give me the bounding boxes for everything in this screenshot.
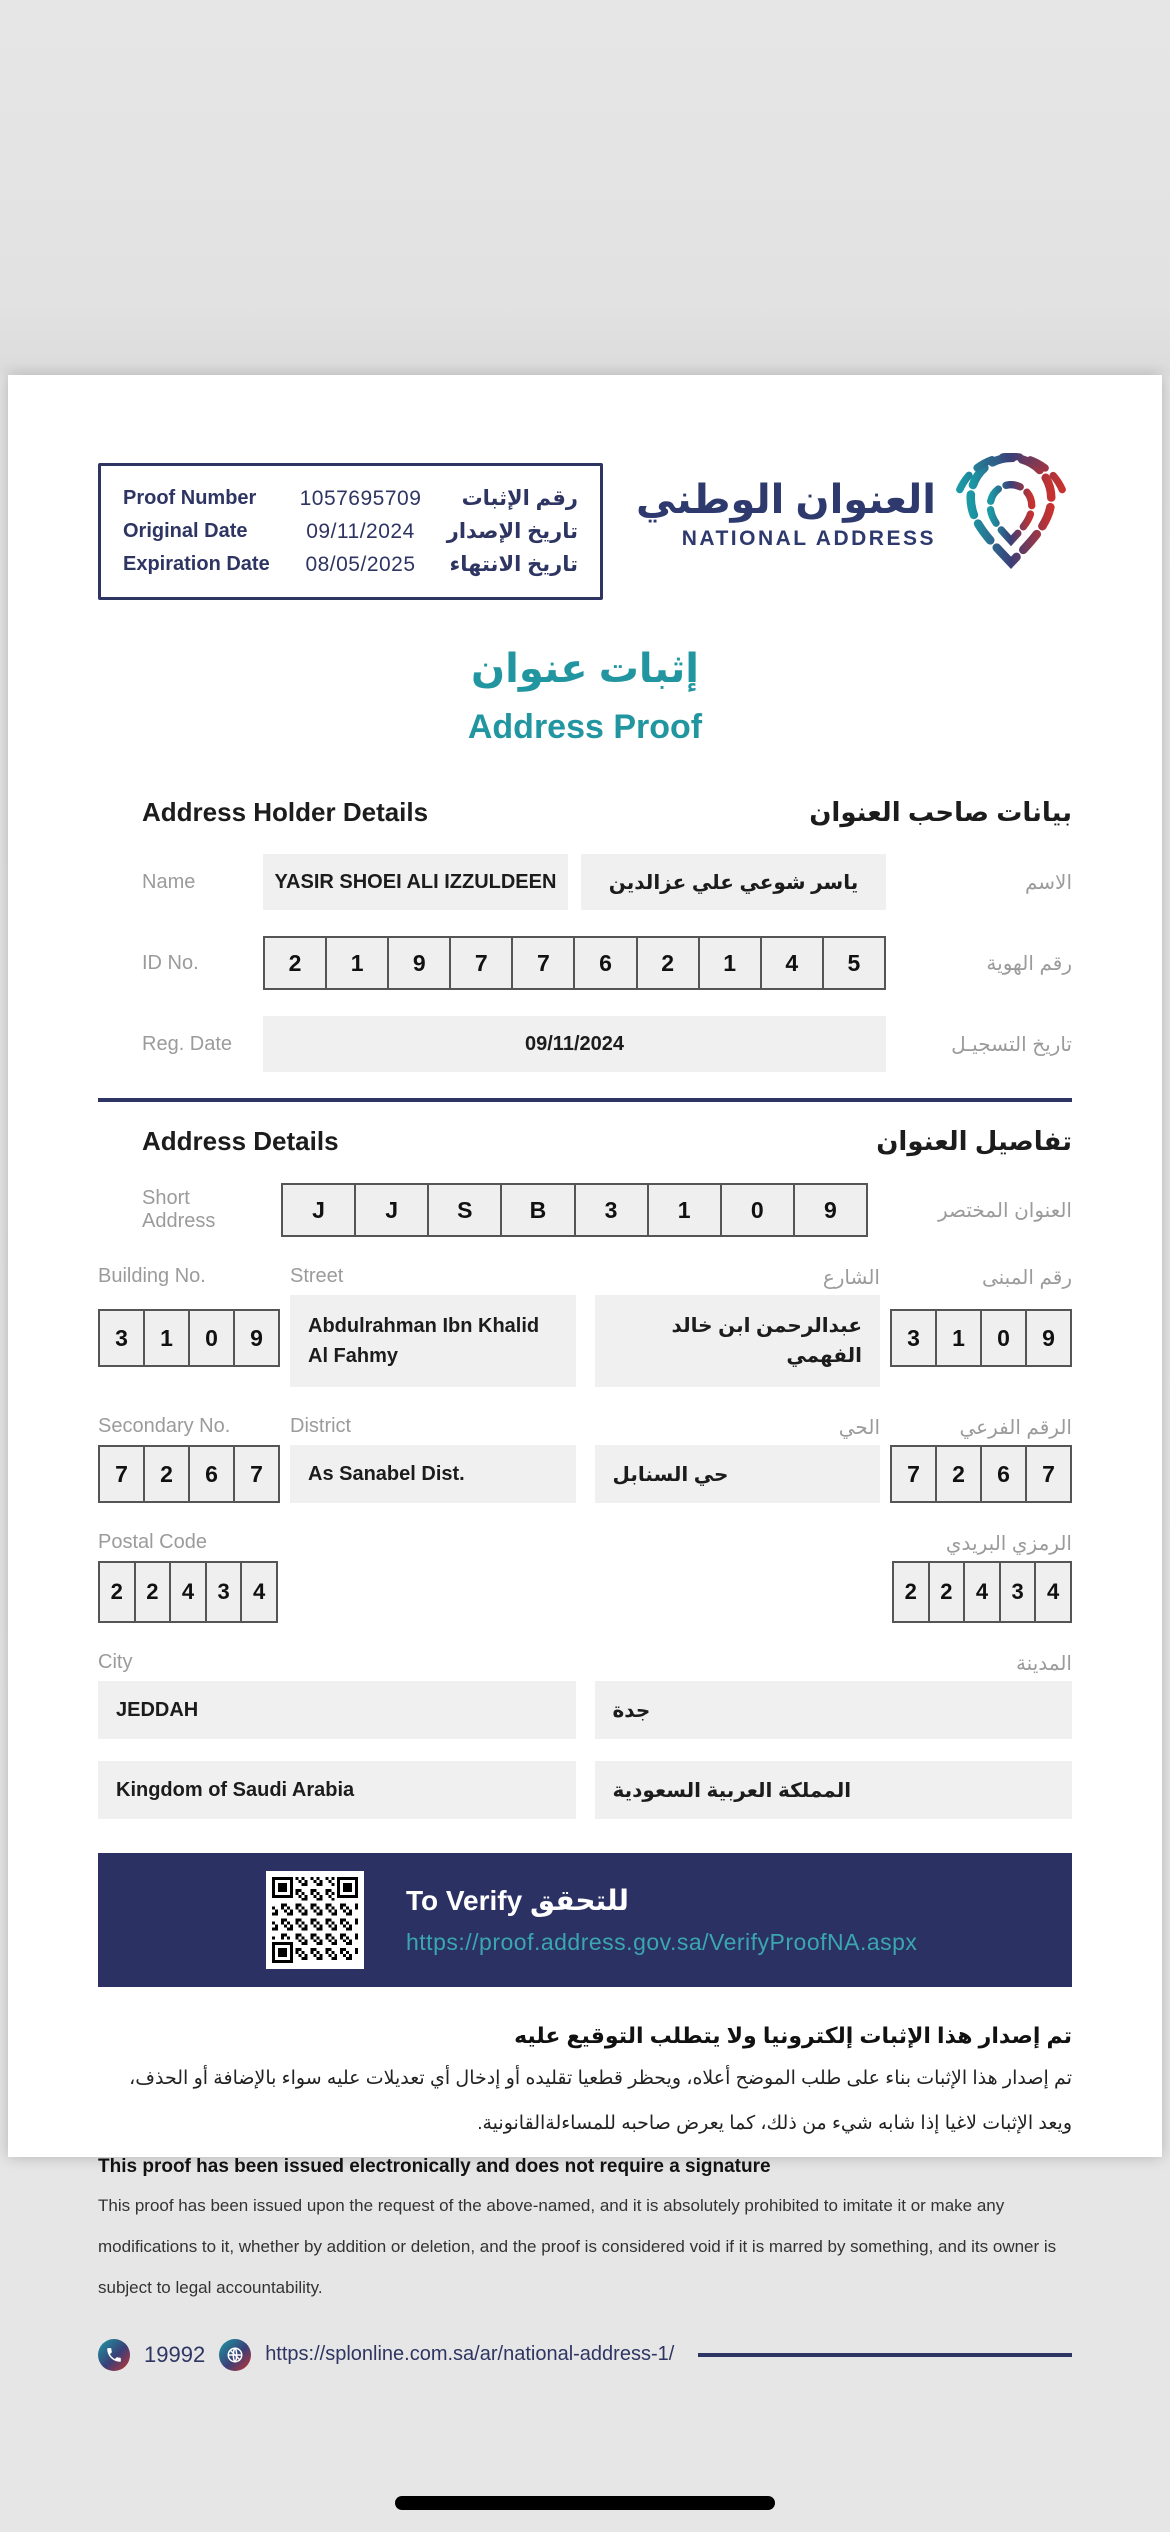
- char-cell: 7: [1025, 1445, 1072, 1503]
- char-cell: 9: [1025, 1309, 1072, 1367]
- reg-date-value: 09/11/2024: [263, 1016, 886, 1072]
- building-no-label-en: Building No.: [98, 1265, 206, 1287]
- building-no-cells-en: [98, 1309, 280, 1367]
- char-cell: 2: [98, 1561, 136, 1623]
- original-date-value: 09/11/2024: [306, 519, 415, 543]
- footer-english-heading: This proof has been issued electronically and does not require a signature: [98, 2156, 771, 2178]
- char-cell: 2: [143, 1445, 190, 1503]
- reg-date-label-ar: تاريخ التسجيـل: [951, 1033, 1072, 1056]
- char-cell: 9: [233, 1309, 280, 1367]
- char-cell: 2: [928, 1561, 966, 1623]
- char-cell: 4: [240, 1561, 278, 1623]
- section-divider: [98, 1098, 1072, 1102]
- short-address-label-ar: العنوان المختصر: [937, 1199, 1072, 1222]
- char-cell: 3: [205, 1561, 243, 1623]
- char-cell: 7: [98, 1445, 145, 1503]
- country-ar: [595, 1761, 1073, 1819]
- char-cell: 1: [647, 1183, 722, 1237]
- phone-icon: [98, 2339, 130, 2371]
- postal-code-label-ar: الرمزي البريدي: [945, 1533, 1072, 1555]
- district-label-ar: الحي: [838, 1417, 880, 1439]
- id-label-en: ID No.: [142, 951, 199, 974]
- char-cell: 4: [169, 1561, 207, 1623]
- city-ar: [595, 1651, 1073, 1739]
- short-address-cells: [281, 1183, 868, 1237]
- char-cell: 2: [134, 1561, 172, 1623]
- holder-header-en: Address Holder Details: [142, 797, 429, 827]
- verify-banner: [98, 1853, 1072, 1987]
- verify-text: [406, 1884, 917, 1956]
- address-header-ar: تفاصيل العنوان: [876, 1126, 1072, 1156]
- char-cell: 6: [573, 936, 637, 990]
- proof-summary-box: [98, 463, 603, 600]
- char-cell: 6: [980, 1445, 1027, 1503]
- home-indicator[interactable]: [395, 2496, 775, 2510]
- footer-rule: [698, 2353, 1072, 2357]
- char-cell: 4: [1034, 1561, 1072, 1623]
- char-cell: 2: [935, 1445, 982, 1503]
- name-value-en: YASIR SHOEI ALI IZZULDEEN: [263, 854, 568, 910]
- district-col-ar: [595, 1415, 881, 1503]
- char-cell: 2: [892, 1561, 930, 1623]
- national-address-logo: [636, 453, 1072, 575]
- qr-code: [266, 1871, 364, 1969]
- document-title-english: Address Proof: [467, 708, 703, 746]
- short-address-row: [98, 1183, 1072, 1237]
- street-building-en: [98, 1265, 576, 1387]
- document-header: [98, 453, 1072, 600]
- proof-number-value: 1057695709: [299, 486, 422, 510]
- city-label-ar: المدينة: [1015, 1653, 1072, 1675]
- street-label-ar: الشارع: [822, 1267, 880, 1289]
- char-cell: B: [500, 1183, 575, 1237]
- short-address-label-en: Short Address: [142, 1187, 216, 1232]
- char-cell: 6: [188, 1445, 235, 1503]
- name-value-ar: ياسر شوعي علي عزالدين: [581, 854, 886, 910]
- city-label-en: City: [98, 1651, 133, 1673]
- char-cell: 4: [963, 1561, 1001, 1623]
- footer-arabic-heading: تم إصدار هذا الإثبات إلكترونيا ولا يتطلب التوقيع عليه: [514, 2023, 1072, 2048]
- postal-code-cells-ar: [892, 1561, 1072, 1623]
- district-value-ar: حي السنابل: [595, 1445, 881, 1503]
- original-date-label-en: Original Date: [123, 520, 248, 542]
- name-label-ar: الاسم: [1024, 871, 1072, 894]
- secondary-no-label-en: Secondary No.: [98, 1415, 231, 1437]
- char-cell: 7: [449, 936, 513, 990]
- support-phone-number: 19992: [144, 2341, 206, 2367]
- city-col-ar: [595, 1651, 1073, 1739]
- street-value-en: Abdulrahman Ibn Khalid Al Fahmy: [290, 1295, 576, 1387]
- street-col-en: [290, 1265, 576, 1387]
- logo-text: [636, 477, 936, 551]
- district-label-en: District: [290, 1415, 352, 1437]
- location-pin-icon: [950, 453, 1072, 575]
- expiration-date-label-en: Expiration Date: [123, 553, 270, 575]
- expiration-date-label-ar: تاريخ الانتهاء: [449, 553, 578, 576]
- char-cell: 1: [935, 1309, 982, 1367]
- name-label-en: Name: [142, 870, 196, 893]
- char-cell: 1: [325, 936, 389, 990]
- city-value-ar: جدة: [595, 1681, 1073, 1739]
- street-value-ar: عبدالرحمن ابن خالد الفهمي: [595, 1295, 881, 1387]
- char-cell: 3: [999, 1561, 1037, 1623]
- char-cell: 9: [387, 936, 451, 990]
- reg-date-row: [98, 1016, 1072, 1072]
- district-secondary-row: [98, 1415, 1072, 1503]
- street-col-ar: [595, 1265, 881, 1387]
- document-title-arabic: إثبات عنوان: [471, 647, 699, 691]
- verify-title: To Verify للتحقق: [406, 1885, 629, 1916]
- secondary-no-col-en: [98, 1415, 280, 1503]
- id-label-ar: رقم الهوية: [986, 952, 1072, 975]
- holder-section-header: [98, 797, 1072, 828]
- proof-number-row: [123, 482, 578, 515]
- postal-code-row: [98, 1531, 1072, 1623]
- char-cell: 3: [98, 1309, 145, 1367]
- char-cell: 0: [188, 1309, 235, 1367]
- char-cell: S: [427, 1183, 502, 1237]
- char-cell: 0: [720, 1183, 795, 1237]
- proof-number-label-en: Proof Number: [123, 487, 257, 509]
- street-building-row: [98, 1265, 1072, 1387]
- building-no-col-en: [98, 1265, 280, 1387]
- id-number-row: [98, 936, 1072, 990]
- footer-contact-row: [98, 2339, 1072, 2371]
- char-cell: 7: [233, 1445, 280, 1503]
- logo-title-arabic: العنوان الوطني: [636, 478, 936, 522]
- qr-code-icon: [272, 1877, 358, 1963]
- char-cell: 2: [636, 936, 700, 990]
- street-label-en: Street: [290, 1265, 344, 1287]
- reg-date-label-en: Reg. Date: [142, 1032, 233, 1055]
- secondary-no-cells-ar: [890, 1445, 1072, 1503]
- footer-english-body: This proof has been issued upon the request of the above-named, and it is absolutely prohibited to imitate it or make any modifications to it, whether by addition or deletion, and the proof is considered void if it is marred by something, and its owner is subject to legal accountability.: [98, 2196, 1057, 2297]
- district-col-en: [290, 1415, 576, 1503]
- verify-url-link[interactable]: https://proof.address.gov.sa/VerifyProofNA.aspx: [406, 1929, 918, 1955]
- city-row: [98, 1651, 1072, 1739]
- expiration-date-row: [123, 548, 578, 581]
- holder-header-ar: بيانات صاحب العنوان: [809, 797, 1072, 827]
- name-row: [98, 854, 1072, 910]
- char-cell: 3: [890, 1309, 937, 1367]
- postal-code-col-ar: [892, 1531, 1072, 1623]
- char-cell: 1: [143, 1309, 190, 1367]
- country-row: [98, 1761, 1072, 1819]
- proof-number-label-ar: رقم الإثبات: [461, 487, 578, 510]
- secondary-no-col-ar: [890, 1415, 1072, 1503]
- expiration-date-value: 08/05/2025: [305, 552, 416, 576]
- original-date-row: [123, 515, 578, 548]
- address-proof-document: [8, 375, 1162, 2367]
- district-value-en: As Sanabel Dist.: [290, 1445, 576, 1503]
- char-cell: 3: [574, 1183, 649, 1237]
- postal-code-en: [98, 1531, 576, 1623]
- country-value-en: Kingdom of Saudi Arabia: [98, 1761, 576, 1819]
- country-value-ar: المملكة العربية السعودية: [595, 1761, 1073, 1819]
- id-digit-cells: [263, 936, 886, 990]
- logo-title-english: NATIONAL ADDRESS: [681, 527, 936, 550]
- secondary-no-label-ar: الرقم الفرعي: [959, 1417, 1072, 1439]
- splonline-url-link[interactable]: https://splonline.com.sa/ar/national-address-1/: [265, 2343, 675, 2366]
- postal-code-cells-en: [98, 1561, 278, 1623]
- city-en: [98, 1651, 576, 1739]
- building-no-cells-ar: [890, 1309, 1072, 1367]
- char-cell: 5: [822, 936, 886, 990]
- char-cell: 0: [980, 1309, 1027, 1367]
- char-cell: J: [354, 1183, 429, 1237]
- char-cell: 7: [890, 1445, 937, 1503]
- postal-code-ar: [595, 1531, 1073, 1623]
- char-cell: 2: [263, 936, 327, 990]
- address-section-header: [98, 1126, 1072, 1157]
- street-building-ar: [595, 1265, 1073, 1387]
- city-value-en: JEDDAH: [98, 1681, 576, 1739]
- district-secondary-en: [98, 1415, 576, 1503]
- city-col-en: [98, 1651, 576, 1739]
- char-cell: J: [281, 1183, 356, 1237]
- char-cell: 7: [511, 936, 575, 990]
- secondary-no-cells-en: [98, 1445, 280, 1503]
- postal-code-label-en: Postal Code: [98, 1531, 207, 1553]
- original-date-label-ar: تاريخ الإصدار: [446, 520, 578, 543]
- country-en: [98, 1761, 576, 1819]
- postal-code-col-en: [98, 1531, 278, 1623]
- building-no-label-ar: رقم المبنى: [981, 1267, 1072, 1289]
- char-cell: 1: [698, 936, 762, 990]
- building-no-col-ar: [890, 1265, 1072, 1387]
- address-header-en: Address Details: [142, 1126, 339, 1156]
- char-cell: 4: [760, 936, 824, 990]
- char-cell: 9: [793, 1183, 868, 1237]
- district-secondary-ar: [595, 1415, 1073, 1503]
- footer-arabic-body: تم إصدار هذا الإثبات بناء على طلب الموضح أعلاه، ويحظر قطعيا تقليده أو إدخال أي تعديلات عليه سواء بالإضافة أو الحذف، ويعد الإثبات لاغيا إذا شابه شيء من ذلك، كما يعرض صاحبه للمساءلةالقانونية.: [129, 2068, 1072, 2134]
- website-globe-icon: [219, 2339, 251, 2371]
